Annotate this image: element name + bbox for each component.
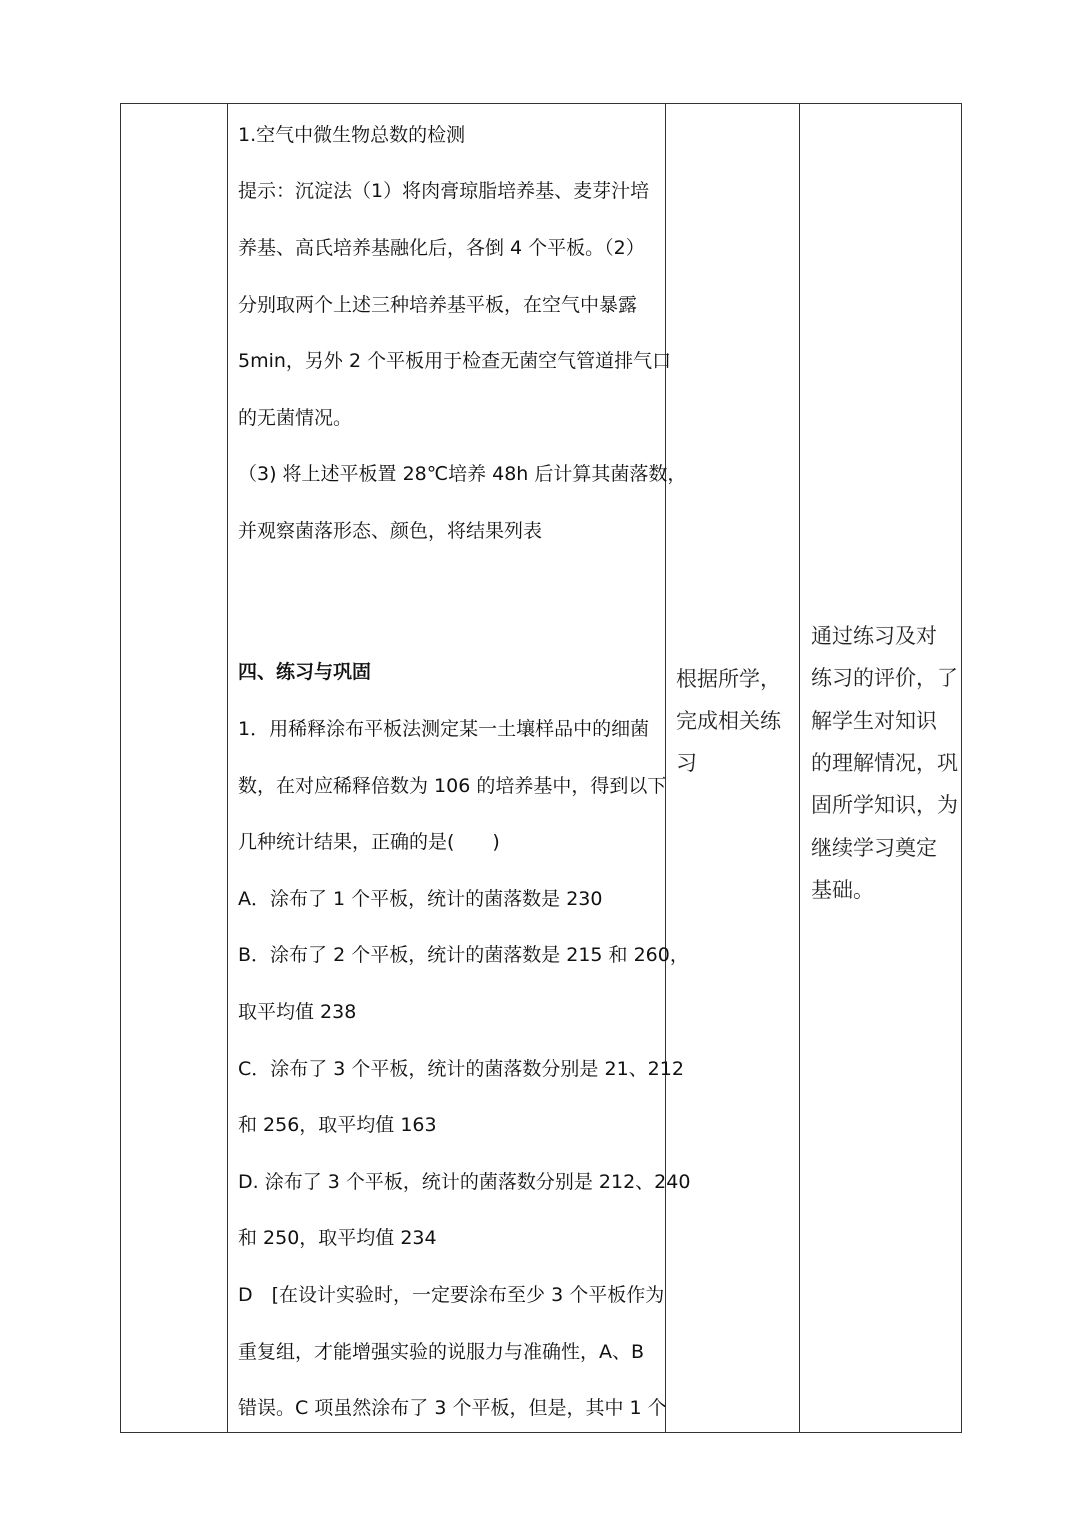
column-divider-2 <box>665 104 666 1432</box>
option-d: D. 涂布了 3 个平板，统计的菌落数分别是 212、240 <box>238 1171 691 1193</box>
intent-line: 练习的评价，了 <box>811 666 958 690</box>
lesson-table <box>120 103 962 1433</box>
intent-line: 继续学习奠定 <box>811 836 937 860</box>
activity-line: 习 <box>676 751 697 775</box>
intent-line: 的理解情况，巩 <box>811 751 958 775</box>
content-line: 提示：沉淀法（1）将肉膏琼脂培养基、麦芽汁培 <box>238 180 650 202</box>
option-b-cont: 取平均值 238 <box>238 1001 357 1023</box>
content-line: 养基、高氏培养基融化后，各倒 4 个平板。（2） <box>238 237 645 259</box>
content-line: 1.空气中微生物总数的检测 <box>238 124 466 146</box>
content-line: 并观察菌落形态、颜色，将结果列表 <box>238 520 543 542</box>
intent-line: 固所学知识，为 <box>811 793 958 817</box>
intent-line: 基础。 <box>811 878 874 902</box>
option-c-cont: 和 256，取平均值 163 <box>238 1114 437 1136</box>
question-line: 数，在对应稀释倍数为 106 的培养基中，得到以下 <box>238 775 667 797</box>
column-divider-3 <box>799 104 800 1432</box>
activity-line: 完成相关练 <box>676 709 781 733</box>
content-line: 5min，另外 2 个平板用于检查无菌空气管道排气口 <box>238 350 672 372</box>
question-line: 几种统计结果，正确的是( ) <box>238 831 500 853</box>
intent-line: 通过练习及对 <box>811 624 937 648</box>
section-heading: 四、练习与巩固 <box>238 661 372 683</box>
content-line: （3) 将上述平板置 28℃培养 48h 后计算其菌落数， <box>238 463 687 485</box>
option-b: B．涂布了 2 个平板，统计的菌落数是 215 和 260， <box>238 944 689 966</box>
option-d-cont: 和 250，取平均值 234 <box>238 1227 437 1249</box>
column-divider-1 <box>227 104 228 1432</box>
option-a: A．涂布了 1 个平板，统计的菌落数是 230 <box>238 888 603 910</box>
content-line: 的无菌情况。 <box>238 407 353 429</box>
answer-line: 重复组，才能增强实验的说服力与准确性，A、B <box>238 1341 645 1363</box>
option-c: C．涂布了 3 个平板，统计的菌落数分别是 21、212 <box>238 1058 684 1080</box>
content-line: 分别取两个上述三种培养基平板，在空气中暴露 <box>238 294 638 316</box>
activity-line: 根据所学， <box>676 667 781 691</box>
answer-line: 错误。C 项虽然涂布了 3 个平板，但是，其中 1 个 <box>238 1397 667 1419</box>
answer-line: D [在设计实验时，一定要涂布至少 3 个平板作为 <box>238 1284 665 1306</box>
question-line: 1．用稀释涂布平板法测定某一土壤样品中的细菌 <box>238 718 650 740</box>
intent-line: 解学生对知识 <box>811 709 937 733</box>
